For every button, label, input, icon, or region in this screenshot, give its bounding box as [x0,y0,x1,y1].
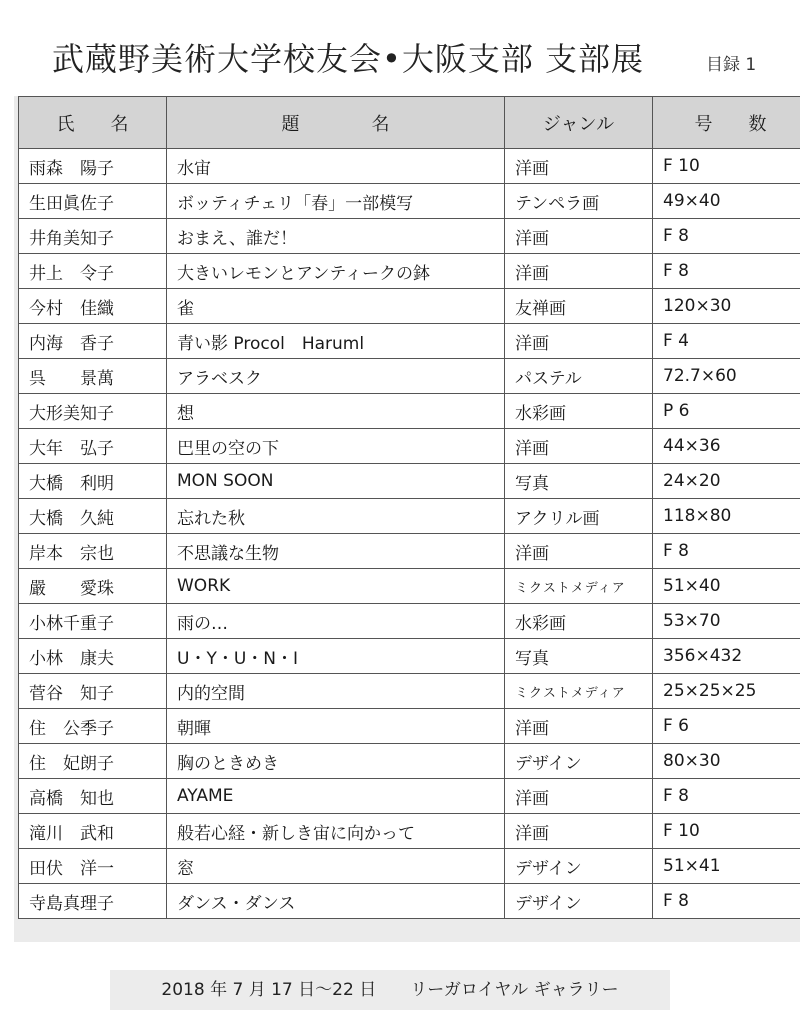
table-row [19,254,800,289]
exhibition-dates-venue: 2018 年 7 月 17 日〜22 日 リーガロイヤル ギャラリー [110,970,670,1010]
cell-work-title: 水宙 [167,149,505,184]
cell-artist-name: 嚴 愛珠 [19,569,167,604]
table-row [19,289,800,324]
page-title: 武蔵野美術大学校友会•大阪支部 支部展 [52,40,645,78]
cell-artist-name: 寺島真理子 [19,884,167,919]
cell-work-title: おまえ、誰だ！ [167,219,505,254]
cell-size: 53×70 [653,604,800,639]
cell-size: 25×25×25 [653,674,800,709]
cell-size: 51×40 [653,569,800,604]
cell-size: F 8 [653,254,800,289]
cell-size: F 8 [653,884,800,919]
cell-genre: パステル [505,359,653,394]
cell-work-title: ダンス・ダンス [167,884,505,919]
cell-genre: 洋画 [505,779,653,814]
cell-artist-name: 菅谷 知子 [19,674,167,709]
cell-work-title: MON SOON [167,464,505,499]
cell-artist-name: 住 公季子 [19,709,167,744]
cell-genre: ミクストメディア [505,569,653,604]
cell-artist-name: 大橋 久純 [19,499,167,534]
cell-size: 44×36 [653,429,800,464]
cell-genre: 洋画 [505,219,653,254]
cell-work-title: 大きいレモンとアンティークの鉢 [167,254,505,289]
cell-artist-name: 滝川 武和 [19,814,167,849]
cell-artist-name: 今村 佳織 [19,289,167,324]
cell-work-title: U・Y・U・N・I [167,639,505,674]
cell-genre: 洋画 [505,149,653,184]
cell-artist-name: 小林千重子 [19,604,167,639]
cell-work-title: アラベスク [167,359,505,394]
cell-artist-name: 住 妃朗子 [19,744,167,779]
cell-size: 49×40 [653,184,800,219]
cell-genre: ミクストメディア [505,674,653,709]
table-row [19,429,800,464]
cell-size: 120×30 [653,289,800,324]
cell-size: F 4 [653,324,800,359]
table-row [19,184,800,219]
table-row [19,534,800,569]
cell-work-title: 胸のときめき [167,744,505,779]
table-row [19,849,800,884]
cell-genre: 洋画 [505,324,653,359]
cell-artist-name: 大年 弘子 [19,429,167,464]
cell-work-title: 般若心経・新しき宙に向かって [167,814,505,849]
cell-work-title: 窓 [167,849,505,884]
cell-artist-name: 田伏 洋一 [19,849,167,884]
cell-genre: 洋画 [505,709,653,744]
cell-genre: 洋画 [505,534,653,569]
cell-size: 24×20 [653,464,800,499]
cell-genre: 水彩画 [505,394,653,429]
table-row [19,604,800,639]
cell-size: 356×432 [653,639,800,674]
cell-genre: テンペラ画 [505,184,653,219]
cell-genre: 友禅画 [505,289,653,324]
table-row [19,709,800,744]
cell-work-title: 雨の… [167,604,505,639]
table-row [19,814,800,849]
table-row [19,359,800,394]
table-header-row [19,97,800,149]
cell-size: F 10 [653,149,800,184]
cell-genre: 写真 [505,639,653,674]
cell-size: F 8 [653,779,800,814]
cell-genre: デザイン [505,744,653,779]
table-row [19,884,800,919]
cell-artist-name: 岸本 宗也 [19,534,167,569]
cell-genre: アクリル画 [505,499,653,534]
table-row [19,569,800,604]
cell-artist-name: 大橋 利明 [19,464,167,499]
cell-work-title: 忘れた秋 [167,499,505,534]
table-row [19,149,800,184]
cell-size: F 8 [653,219,800,254]
cell-work-title: 雀 [167,289,505,324]
cell-size: 72.7×60 [653,359,800,394]
cell-genre: 洋画 [505,429,653,464]
cell-genre: 写真 [505,464,653,499]
cell-genre: デザイン [505,884,653,919]
cell-work-title: 不思議な生物 [167,534,505,569]
cell-artist-name: 内海 香子 [19,324,167,359]
column-header-genre: ジャンル [505,97,653,149]
column-header-title: 題 名 [167,97,505,149]
exhibit-table [18,96,800,919]
cell-size: P 6 [653,394,800,429]
cell-work-title: 青い影 Procol Haruml [167,324,505,359]
cell-work-title: ボッティチェリ「春」一部模写 [167,184,505,219]
cell-work-title: WORK [167,569,505,604]
cell-artist-name: 小林 康夫 [19,639,167,674]
cell-artist-name: 雨森 陽子 [19,149,167,184]
exhibit-list-panel [14,96,800,942]
cell-genre: デザイン [505,849,653,884]
cell-artist-name: 井角美知子 [19,219,167,254]
cell-size: 51×41 [653,849,800,884]
cell-artist-name: 高橋 知也 [19,779,167,814]
column-header-size: 号 数 [653,97,800,149]
table-row [19,394,800,429]
catalog-number: 目録 1 [706,55,757,75]
cell-genre: 洋画 [505,814,653,849]
cell-work-title: 想 [167,394,505,429]
table-row [19,779,800,814]
cell-genre: 水彩画 [505,604,653,639]
table-row [19,499,800,534]
cell-artist-name: 大形美知子 [19,394,167,429]
column-header-name: 氏 名 [19,97,167,149]
cell-artist-name: 呉 景萬 [19,359,167,394]
table-row [19,219,800,254]
cell-size: F 6 [653,709,800,744]
cell-size: 118×80 [653,499,800,534]
cell-genre: 洋画 [505,254,653,289]
table-row [19,674,800,709]
table-row [19,744,800,779]
table-row [19,639,800,674]
cell-size: 80×30 [653,744,800,779]
cell-work-title: AYAME [167,779,505,814]
cell-size: F 10 [653,814,800,849]
cell-work-title: 巴里の空の下 [167,429,505,464]
cell-work-title: 朝暉 [167,709,505,744]
cell-work-title: 内的空間 [167,674,505,709]
cell-artist-name: 生田眞佐子 [19,184,167,219]
cell-artist-name: 井上 令子 [19,254,167,289]
cell-size: F 8 [653,534,800,569]
table-row [19,464,800,499]
table-row [19,324,800,359]
